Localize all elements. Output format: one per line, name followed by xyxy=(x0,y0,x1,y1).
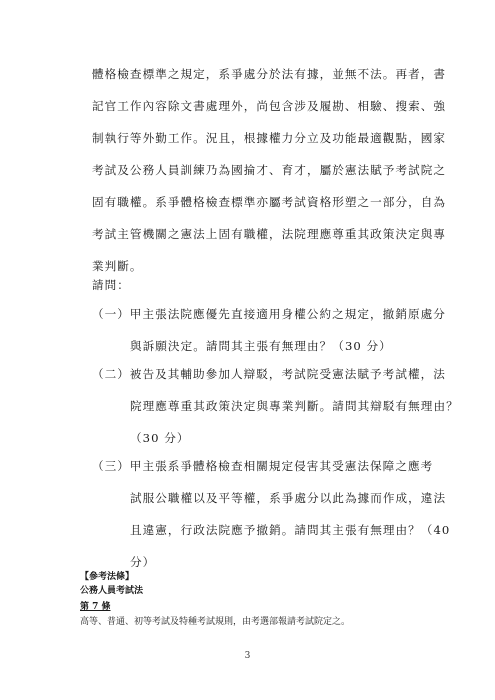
reference-text: 高等、普通、初等考試及特種考試規則，由考選部報請考試院定之。 xyxy=(80,617,351,627)
reference-heading: 【參考法條】 xyxy=(80,572,135,582)
question-text: 分） xyxy=(130,555,156,569)
question-number: （二） xyxy=(92,367,130,381)
question-text: 試服公職權以及平等權，系爭處分以此為據而作成，違法 xyxy=(130,491,447,505)
question-item xyxy=(92,306,446,370)
page-number: 3 xyxy=(244,651,251,661)
question-number: （一） xyxy=(92,307,130,321)
question-line xyxy=(92,366,446,398)
paragraph-line: 制執行等外勤工作。況且，根據權力分立及功能最適觀點，國家 xyxy=(92,131,447,145)
question-item xyxy=(92,458,451,586)
question-text: 甲主張法院應優先直接適用身權公約之規定，撤銷原處分 xyxy=(129,307,446,321)
question-line xyxy=(92,306,446,338)
question-number: （三） xyxy=(92,459,130,473)
paragraph-line: 體格檢查標準之規定，系爭處分於法有據，並無不法。再者，書 xyxy=(92,67,447,81)
question-text: 被告及其輔助參加人辯駁，考試院受憲法賦予考試權，法 xyxy=(129,367,446,381)
reference-law-name: 公務人員考試法 xyxy=(80,586,144,596)
question-text: 院理應尊重其政策決定與專業判斷。請問其辯駁有無理由？ xyxy=(130,399,459,413)
question-item xyxy=(92,366,459,462)
question-text: 與訴願決定。請問其主張有無理由？（30 分） xyxy=(130,339,392,353)
paragraph-line: 業判斷。 xyxy=(92,259,143,273)
paragraph-line: 考試主管機關之憲法上固有職權，法院理應尊重其政策決定與專 xyxy=(92,227,447,241)
question-line xyxy=(92,458,432,490)
paragraph-line: 固有職權。系爭體格檢查標準亦屬考試資格形塑之一部分，自為 xyxy=(92,195,447,209)
question-text: 且違憲，行政法院應予撤銷。請問其主張有無理由？（40 xyxy=(130,523,451,537)
paragraph-line: 考試及公務人員訓練乃為國掄才、育才，屬於憲法賦予考試院之 xyxy=(92,163,447,177)
question-text: （30 分） xyxy=(130,431,190,445)
question-heading: 請問： xyxy=(92,278,130,292)
question-text: 甲主張系爭體格檢查相關規定侵害其受憲法保障之應考 xyxy=(129,459,434,473)
paragraph-line: 記官工作內容除文書處理外，尚包含涉及履勘、相驗、搜索、強 xyxy=(92,99,447,113)
reference-article: 第 7 條 xyxy=(80,602,111,612)
